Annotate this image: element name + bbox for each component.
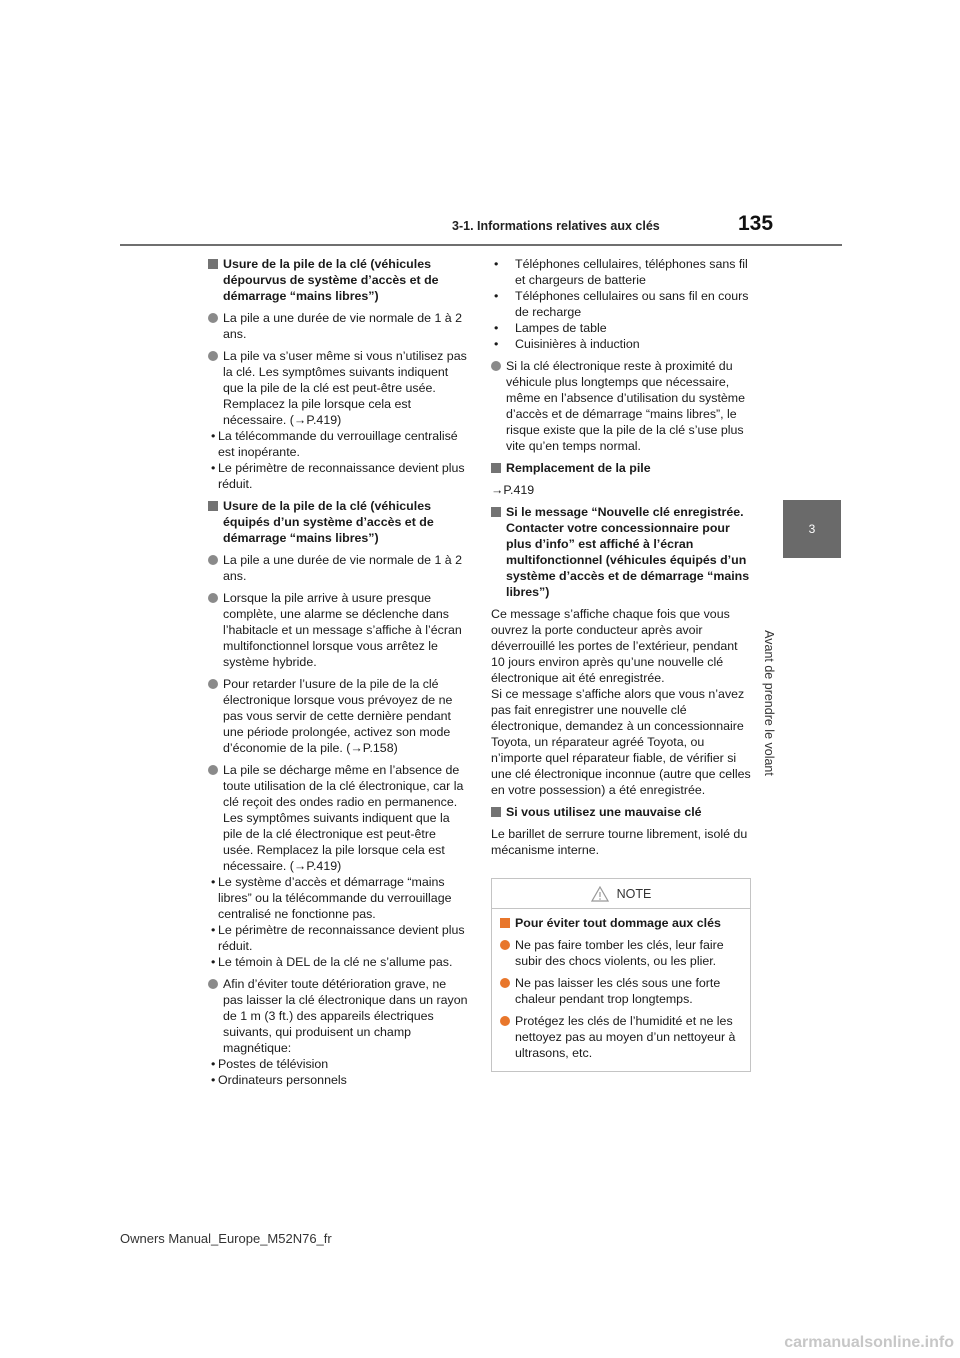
page-number: 135	[738, 212, 774, 235]
note-body	[492, 909, 750, 1061]
bullet-item: Pour retarder l’usure de la pile de la clé électronique lorsque vous prévoyez de ne pas vous servir de cette dernière pendant une période prolongée, activez son mode d’économie de la pile. (→P.158)	[208, 676, 468, 756]
chapter-number: 3	[808, 522, 816, 536]
left-column	[208, 256, 468, 1088]
square-marker-icon	[208, 259, 218, 269]
note-header	[492, 879, 750, 909]
note-bullet: Ne pas faire tomber les clés, leur faire subir des chocs violents, ou les plier.	[500, 937, 742, 969]
sub-bullet: • Postes de télévision	[208, 1056, 468, 1072]
square-marker-icon	[491, 507, 501, 517]
bullet-dot-icon	[208, 765, 218, 775]
bullet-dot-icon	[208, 979, 218, 989]
bullet-dot-icon	[208, 593, 218, 603]
bullet-dot-icon	[208, 313, 218, 323]
sub-bullet: • Téléphones cellulaires ou sans fil en cours de recharge	[491, 288, 751, 320]
section-heading: Si le message “Nouvelle clé enregistrée. Contacter votre concessionnaire pour plus d’info” est affiché à l’écran multifonctionnel (véhicules équipés d’un système d’accès et de démarrage “mains libres”)	[491, 504, 751, 600]
section-heading: Usure de la pile de la clé (véhicules dépourvus de système d’accès et de démarrage “mains libres”)	[208, 256, 468, 304]
bullet-dot-icon	[500, 1016, 510, 1026]
sub-bullet: • Ordinateurs personnels	[208, 1072, 468, 1088]
note-heading: Pour éviter tout dommage aux clés	[500, 915, 742, 931]
square-marker-icon	[208, 501, 218, 511]
section-title: 3-1. Informations relatives aux clés	[452, 219, 660, 233]
bullet-dot-icon	[208, 555, 218, 565]
sub-bullet: • Le témoin à DEL de la clé ne s’allume pas.	[208, 954, 468, 970]
bullet-item: Si la clé électronique reste à proximité du véhicule plus longtemps que nécessaire, même en l’absence d’utilisation du système d’accès et de démarrage “mains libres”, le risque existe que la pile de la clé s’use plus vite qu’en temps normal.	[491, 358, 751, 454]
square-marker-icon	[491, 463, 501, 473]
page-reference[interactable]: →P.419	[491, 483, 535, 497]
sub-bullet: • Le système d’accès et démarrage “mains libres” ou la télécommande du verrouillage centralisé ne fonctionne pas.	[208, 874, 468, 922]
note-title: NOTE	[616, 886, 652, 901]
bullet-dot-icon	[208, 351, 218, 361]
section-heading: Remplacement de la pile	[491, 460, 751, 476]
bullet-item: Lorsque la pile arrive à usure presque complète, une alarme se déclenche dans l’habitacle et un message s’affiche à l’écran multifonctionnel lorsque vous arrêtez le système hybride.	[208, 590, 468, 670]
bullet-item: La pile se décharge même en l’absence de toute utilisation de la clé électronique, car la clé reçoit des ondes radio en permanence. Les symptômes suivants indiquent que la pile de la clé électronique est peut-être usée. Remplacez la pile lorsque cela est nécessaire. (→P.419)	[208, 762, 468, 874]
paragraph: Ce message s’affiche chaque fois que vous ouvrez la porte conducteur après avoir déverrouillé les portes de l’extérieur, pendant 10 jours environ après qu’une nouvelle clé électronique ait été enregistrée.	[491, 607, 738, 685]
section-heading: Usure de la pile de la clé (véhicules équipés d’un système d’accès et de démarrage “mains libres”)	[208, 498, 468, 546]
note-box	[491, 878, 751, 1072]
bullet-item: La pile va s’user même si vous n’utilisez pas la clé. Les symptômes suivants indiquent que la pile de la clé est peut-être usée. Remplacez la pile lorsque cela est nécessaire. (→P.419)	[208, 348, 468, 428]
sub-bullet: • Le périmètre de reconnaissance devient plus réduit.	[208, 922, 468, 954]
paragraph: Si ce message s’affiche alors que vous n’avez pas fait enregistrer une nouvelle clé électronique, demandez à un concessionnaire Toyota, un réparateur agréé Toyota, ou n’importe quel réparateur fiable, de vérifier si une clé électronique inconnue (autre que celles en votre possession) a été enregistrée.	[491, 687, 751, 797]
bullet-dot-icon	[500, 978, 510, 988]
header-rule	[120, 244, 842, 246]
bullet-item: La pile a une durée de vie normale de 1 à 2 ans.	[208, 310, 468, 342]
sub-bullet: • Lampes de table	[491, 320, 751, 336]
bullet-dot-icon	[500, 940, 510, 950]
note-bullet: Ne pas laisser les clés sous une forte chaleur pendant trop longtemps.	[500, 975, 742, 1007]
bullet-dot-icon	[491, 361, 501, 371]
bullet-dot-icon	[208, 679, 218, 689]
right-column	[491, 256, 751, 864]
square-marker-icon	[491, 807, 501, 817]
section-heading: Si vous utilisez une mauvaise clé	[491, 804, 751, 820]
watermark: carmanualsonline.info	[784, 1334, 954, 1351]
note-bullet: Protégez les clés de l’humidité et ne les nettoyez pas au moyen d’un nettoyeur à ultrasons, etc.	[500, 1013, 742, 1061]
chapter-tab	[783, 500, 841, 558]
square-marker-icon	[500, 918, 510, 928]
chapter-label: Avant de prendre le volant	[762, 630, 776, 776]
sub-bullet: • La télécommande du verrouillage centralisé est inopérante.	[208, 428, 468, 460]
document-id: Owners Manual_Europe_M52N76_fr	[120, 1231, 332, 1246]
bullet-item: Afin d’éviter toute détérioration grave, ne pas laisser la clé électronique dans un rayon de 1 m (3 ft.) des appareils électriques suivants, qui produisent un champ magnétique:	[208, 976, 468, 1056]
paragraph: Le barillet de serrure tourne librement, isolé du mécanisme interne.	[491, 827, 748, 857]
sub-bullet: • Téléphones cellulaires, téléphones sans fil et chargeurs de batterie	[491, 256, 751, 288]
sub-bullet: • Le périmètre de reconnaissance devient plus réduit.	[208, 460, 468, 492]
bullet-item: La pile a une durée de vie normale de 1 à 2 ans.	[208, 552, 468, 584]
warning-triangle-icon	[591, 886, 609, 902]
sub-bullet: • Cuisinières à induction	[491, 336, 751, 352]
